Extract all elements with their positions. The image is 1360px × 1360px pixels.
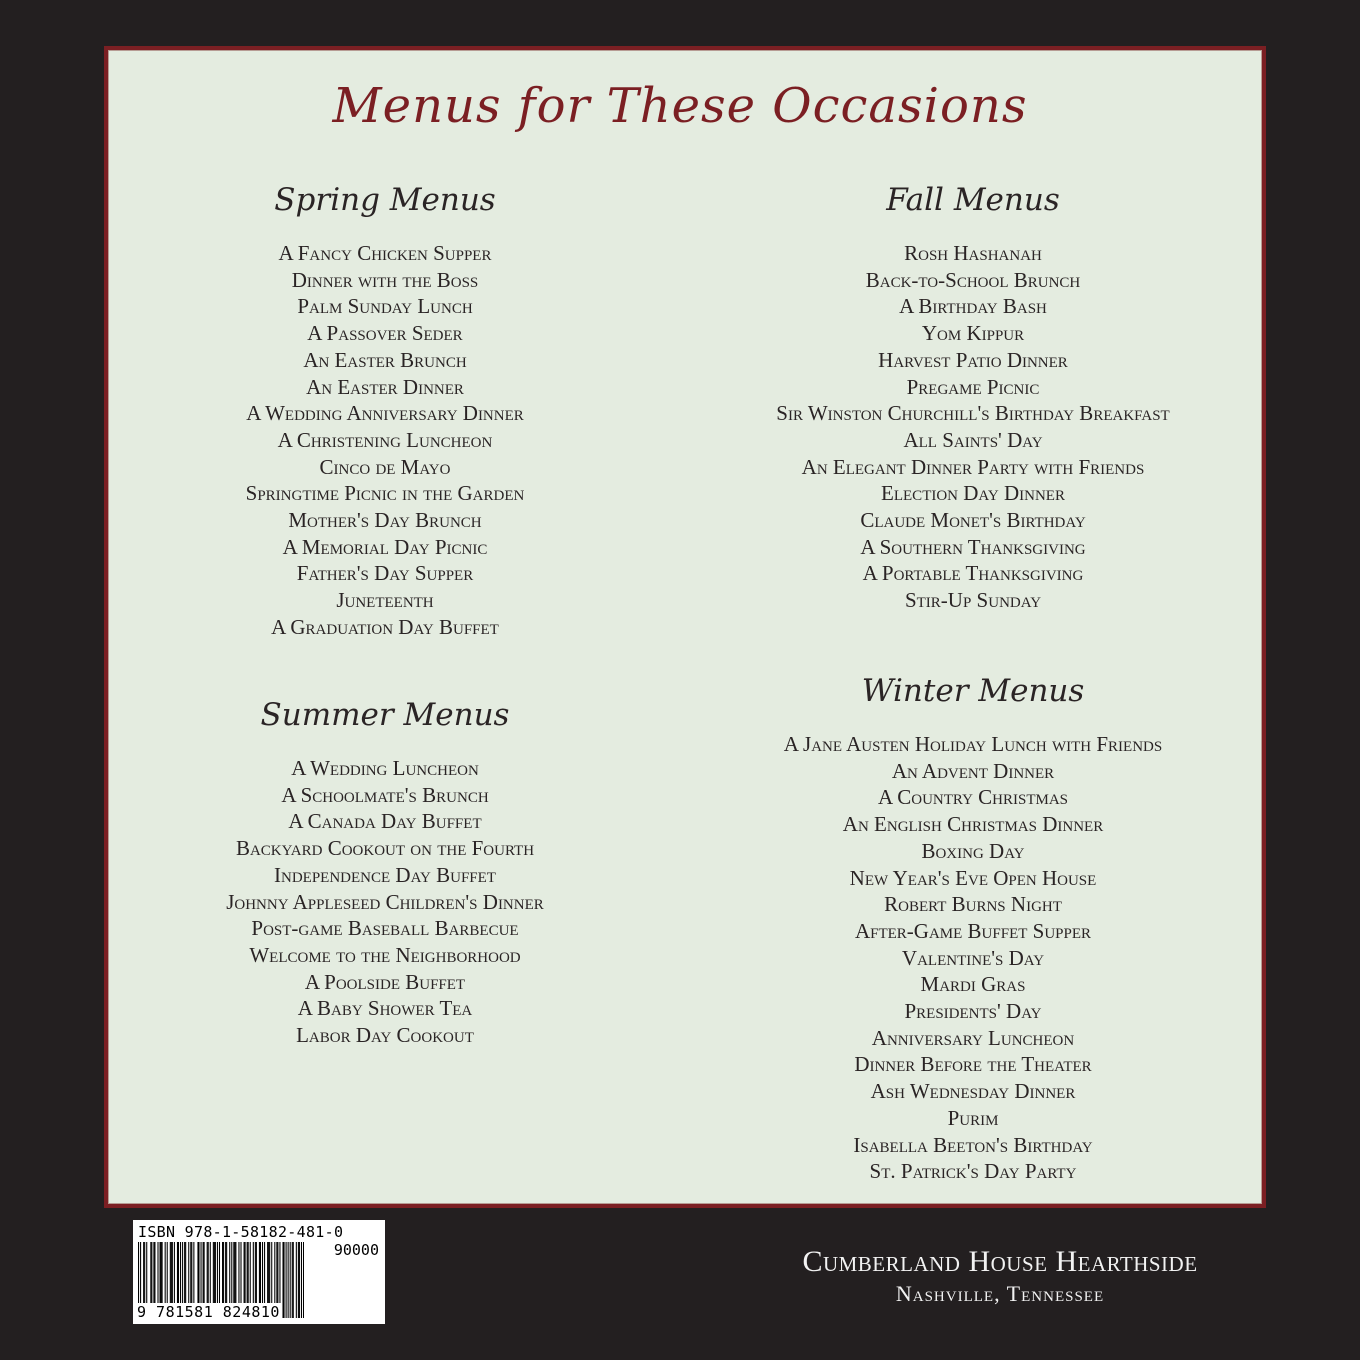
menu-item: Father's Day Supper (296, 561, 474, 586)
menu-item: Boxing Day (921, 838, 1025, 863)
menu-item: Juneteenth (336, 588, 434, 613)
spring-menus-section (185, 180, 585, 641)
isbn-barcode (133, 1220, 385, 1324)
barcode-bar (284, 1242, 285, 1318)
menu-item: Cinco de Mayo (319, 454, 451, 479)
menu-item: Mardi Gras (920, 972, 1026, 997)
winter-menus-heading: Winter Menus (861, 673, 1085, 709)
menu-item: A Southern Thanksgiving (860, 534, 1086, 559)
publisher-name: Cumberland House Hearthside (802, 1245, 1198, 1278)
menu-item: A Country Christmas (877, 785, 1069, 810)
menu-item: Rosh Hashanah (904, 241, 1042, 265)
barcode-bar (290, 1242, 291, 1318)
menu-item: Sir Winston Churchill's Birthday Breakfast (776, 401, 1170, 426)
menu-item: A Jane Austen Holiday Lunch with Friends (783, 732, 1163, 756)
menu-item: Post-game Baseball Barbecue (251, 916, 519, 941)
barcode-bar (293, 1242, 294, 1318)
menu-item: An Easter Dinner (306, 374, 464, 399)
fall-menus-heading: Fall Menus (886, 182, 1060, 218)
menu-item: Mother's Day Brunch (288, 508, 482, 533)
barcode-digits: 9 781581 824810 (137, 1303, 280, 1321)
barcode-bar (296, 1242, 297, 1318)
menu-item: Harvest Patio Dinner (878, 347, 1068, 372)
menu-item: Backyard Cookout on the Fourth (235, 836, 535, 861)
winter-menu-list (723, 731, 1223, 1185)
barcode-bar (286, 1242, 287, 1318)
menu-item: A Memorial Day Picnic (282, 534, 488, 559)
spring-menus-heading: Spring Menus (274, 182, 496, 218)
menu-item: Labor Day Cookout (296, 1023, 474, 1048)
menu-item: Purim (947, 1105, 999, 1130)
summer-menus-section (185, 695, 585, 1049)
publisher-location: Nashville, Tennessee (895, 1281, 1105, 1306)
menu-item: A Passover Seder (307, 321, 463, 346)
winter-menus-section (723, 671, 1223, 1185)
menu-item: A Schoolmate's Brunch (281, 782, 489, 807)
spring-menu-list (185, 240, 585, 641)
menu-item: Pregame Picnic (906, 374, 1040, 399)
menu-item: A Fancy Chicken Supper (278, 241, 492, 265)
fall-menus-section (723, 180, 1223, 614)
menu-item: After-Game Buffet Supper (854, 918, 1092, 943)
barcode-bar (303, 1242, 304, 1318)
menu-item: Stir-Up Sunday (904, 588, 1042, 613)
menu-item: A Poolside Buffet (304, 969, 466, 994)
menu-item: An English Christmas Dinner (842, 812, 1104, 837)
barcode-bar (288, 1242, 289, 1318)
menu-item: Johnny Appleseed Children's Dinner (226, 889, 544, 914)
isbn-number: ISBN 978-1-58182-481-0 (138, 1223, 344, 1241)
menu-item: An Easter Brunch (303, 347, 467, 372)
menu-item: Valentine's Day (901, 945, 1045, 970)
menu-item: A Birthday Bash (899, 294, 1047, 319)
publisher-imprint (740, 1244, 1260, 1308)
summer-menus-heading: Summer Menus (260, 697, 510, 733)
menu-item: Ash Wednesday Dinner (870, 1079, 1076, 1104)
menu-item: A Canada Day Buffet (288, 809, 482, 834)
menu-item: New Year's Eve Open House (849, 865, 1097, 890)
menu-item: A Baby Shower Tea (297, 996, 473, 1021)
menu-item: Election Day Dinner (881, 481, 1065, 506)
menu-item: Yom Kippur (921, 321, 1025, 346)
barcode-bar (299, 1242, 300, 1318)
menu-item: A Christening Luncheon (277, 427, 493, 452)
menu-item: Anniversary Luncheon (871, 1025, 1075, 1050)
menu-item: St. Patrick's Day Party (869, 1159, 1077, 1184)
menu-item: Isabella Beeton's Birthday (853, 1132, 1093, 1157)
menu-item: Dinner with the Boss (291, 267, 479, 292)
menu-item: Springtime Picnic in the Garden (245, 481, 525, 506)
menu-item: A Portable Thanksgiving (862, 561, 1084, 586)
menu-item: Palm Sunday Lunch (297, 294, 473, 319)
menu-item: A Graduation Day Buffet (271, 614, 499, 639)
menu-item: A Wedding Anniversary Dinner (246, 401, 524, 426)
barcode-bar (282, 1242, 283, 1318)
menu-item: A Wedding Luncheon (291, 756, 479, 780)
menu-item: Independence Day Buffet (274, 862, 496, 887)
menu-item: Back-to-School Brunch (865, 267, 1081, 292)
menu-item: Claude Monet's Birthday (860, 508, 1086, 533)
barcode-bar (298, 1242, 299, 1318)
menu-item: Robert Burns Night (884, 892, 1062, 917)
menu-item: An Advent Dinner (891, 758, 1055, 783)
menu-item: Presidents' Day (904, 999, 1042, 1024)
menu-item: Dinner Before the Theater (854, 1052, 1092, 1077)
menu-item: Welcome to the Neighborhood (249, 942, 521, 967)
fall-menu-list (723, 240, 1223, 614)
barcode-bar (292, 1242, 293, 1318)
summer-menu-list (185, 755, 585, 1049)
price-code: 90000 (333, 1241, 379, 1259)
menu-item: An Elegant Dinner Party with Friends (801, 454, 1145, 479)
menu-item: All Saints' Day (903, 427, 1043, 452)
barcode-bar (301, 1242, 302, 1318)
page-title: Menus for These Occasions (332, 78, 1028, 134)
